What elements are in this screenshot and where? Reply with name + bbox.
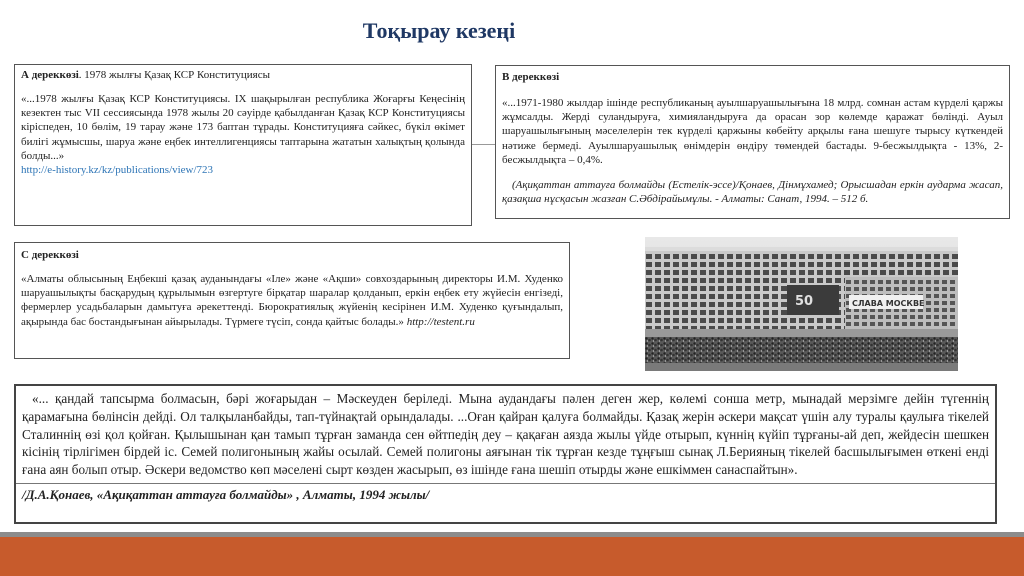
source-a-box [14, 64, 472, 226]
source-b-text: «...1971-1980 жылдар ішінде республиканың ауылшаруашылығына 18 млрд. сомнан астам күрделі қаржы жұмсалды. Жерді суландыруға, химияландыруға да орасан зор көлемде қаражат бөлінді. Ауыл шаруашылығының мәселелерін тек күрделі қаржыны көбейту арқылы ғана шешуге тырысу күткендей нәтиже бермеді. Ауылшаруашылық өнімдерін өндіру төмендей бастады. 9-бесжылдықта - 13%, 2- бесжылдықта – 0,4%. [502, 97, 1003, 166]
source-a-header [21, 69, 465, 81]
source-c-label: С дереккөзі [21, 249, 79, 261]
source-c-link[interactable]: http://testent.ru [406, 315, 475, 328]
page-title: Тоқырау кезеңі [362, 18, 516, 43]
photo-banner-number: 50 [795, 294, 814, 309]
source-a-label: А дереккөзі [21, 69, 79, 81]
historical-photo [645, 237, 958, 371]
quote-text: «... қандай тапсырма болмасын, бәрі жоғарыдан – Мәскеуден беріледі. Мына аудандағы пәлен деген жер, көлемі сонша метр, мынадай мерзімге дейін түгеннің қарамағына бөлінсін дейді. Ол талқыланбайды, тап-түйнақтай орындалады. ...Оған қайран қалуға болмайды. Қазақ жерін әскери мақсат үшін алу туралы қаулыға тікелей Сталиннің өзі қол қойған. Қылышынан қан тамып тұрған заманда сен өйтпедің деу – қақаған аязда жылы үйде отырып, күннің күйіп тұрғаны-ай деп, жейдесін шешкен кісінің тірлігімен бірдей іс. Семей полигонының жайы осылай. Семей полигоны аяғынан тік тұрған кезде тұңғыш сынақ Л.Берияның тікелей басшылығымен өткені енді ғана аян болып отыр. Әскери ведомство көп мәселені сырт көзден жасырып, өз ішінде ғана шешіп отырды және ешкіммен санаспайтын». [22, 391, 989, 478]
source-a-text: «...1978 жылғы Қазақ КСР Конституциясы. IX шақырылған республика Жоғарғы Кеңесінің кезектен тыс VII сессиясында 1978 жылы 20 сәуірде қабылданған Қазақ КСР Конституциясы кіріспеден, 10 бөлім, 19 тарау және 173 баптан тұрады. Конституцияға сәйкес, бүкіл өкімет билігі жұмысшы, шаруа және еңбек интеллигенциясы таптарына жататын халықтың қолында болды...» [21, 93, 465, 162]
footer-bar [0, 537, 1024, 576]
source-c-box [14, 242, 570, 359]
source-a-header-rest: . 1978 жылғы Қазақ КСР Конституциясы [78, 69, 271, 81]
connector-line [472, 144, 495, 145]
quote-box [14, 384, 997, 524]
source-b-box [495, 65, 1010, 219]
source-c-body: «Алматы облысының Еңбекші қазақ ауданындағы «Іле» және «Ақши» совхоздарының директоры И.М. Худенко шаруашылықты басқарудың құрылымын өзгертуге бірқатар шаралар қолданып, еркін еңбек ету жүйесін енгізеді, фермерлер усадьбаларын дамытуға әрекеттенді. Бюрократиялық жүйенің кесірінен И.М. Худенко қуғындалып, ақырында бас бостандығынан айырылады. Түрмеге түсіп, сонда қайтыс болады.» [21, 273, 563, 328]
source-c-text [21, 272, 563, 329]
source-b-citation: (Ақиқаттан аттауға болмайды (Естелік-эссе)/Қонаев, Дінмұхамед; Орысшадан еркін аударма жасап, қазақша нұсқасын жазған С.Әбдірайымұлы. - Алматы: Санат, 1994. – 512 б. [502, 179, 1003, 206]
photo-banner-slogan: СЛАВА МОСКВЕ [852, 299, 925, 308]
building-photo-illustration [645, 237, 958, 371]
source-a-link[interactable]: http://e-history.kz/kz/publications/view/723 [21, 164, 214, 177]
quote-source: /Д.А.Қонаев, «Ақиқаттан аттауға болмайды» , Алматы, 1994 жылы/ [22, 486, 430, 502]
source-b-label: В дереккөзі [502, 71, 560, 83]
